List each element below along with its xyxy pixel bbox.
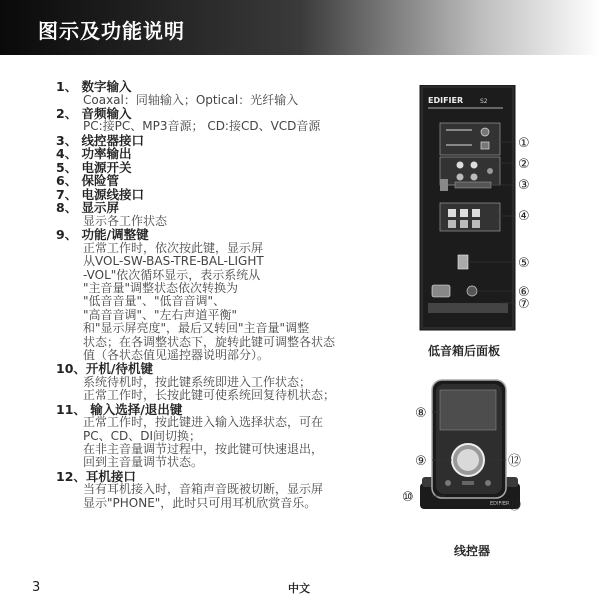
function-item-title: 1、 数字输入: [56, 79, 132, 94]
function-item: [56, 161, 381, 175]
callout-10: ⑩: [402, 490, 414, 505]
callout-2: ②: [518, 157, 530, 172]
callout-7: ⑦: [518, 297, 530, 312]
function-item-description: "主音量"调整状态依次转换为: [83, 280, 239, 295]
illustrations: [400, 85, 600, 585]
callout-9: ⑨: [415, 454, 427, 469]
function-item-description: "高音音调"、"左右声道平衡": [83, 307, 238, 322]
rear-panel-brand: EDIFIER: [428, 96, 464, 105]
callout-6: ⑥: [518, 285, 530, 300]
function-item: [56, 80, 381, 107]
function-item-description: 显示各工作状态: [83, 213, 168, 228]
function-item-description: 显示"PHONE"，此时只可用耳机欣赏音乐。: [83, 495, 317, 510]
function-item-title: 6、 保险管: [56, 173, 120, 189]
function-item-title: 3、 线控器接口: [56, 132, 145, 148]
function-item-title: 8、 显示屏: [56, 200, 120, 216]
function-item: [56, 403, 381, 470]
function-item: [56, 147, 381, 161]
function-item-title: 7、 电源线接口: [56, 186, 145, 202]
function-item-description: 正常工作时，按此键进入输入选择状态，可在: [83, 415, 324, 430]
function-item-description: PC:接PC、MP3音源； CD:接CD、VCD音源: [83, 119, 321, 134]
callout-4: ④: [518, 209, 530, 224]
function-item-description: 在非主音量调节过程中，按此键可快速退出，: [83, 442, 324, 456]
page-header: [0, 0, 600, 55]
function-item: [56, 107, 381, 134]
page-number: 3: [32, 580, 41, 595]
function-item-description: -VOL"依次循环显示，表示系统从: [83, 267, 261, 282]
function-item: [56, 228, 381, 362]
function-item-description: 当有耳机接入时，音箱声音既被切断，显示屏: [83, 482, 324, 497]
function-item-title: 4、 功率输出: [56, 146, 132, 162]
function-item-title: 5、 电源开关: [56, 159, 132, 175]
function-list: [56, 80, 381, 510]
function-item-description: PC、CD、DI间切换；: [83, 428, 202, 443]
function-item-description: 回到主音量调节状态。: [83, 455, 204, 470]
function-item-title: 11、 输入选择/退出键: [56, 401, 183, 417]
function-item: [56, 201, 381, 228]
function-item: [56, 174, 381, 188]
callout-3: ③: [518, 178, 530, 193]
function-item-title: 12、耳机接口: [56, 468, 136, 484]
rear-panel-caption: 低音箱后面板: [428, 344, 501, 358]
callout-12: ⑫: [508, 454, 522, 469]
function-item: [56, 362, 381, 402]
callout-1: ①: [518, 136, 530, 151]
function-item-description: 正常工作时，长按此键可使系统回复待机状态；: [83, 388, 336, 403]
function-item-description: 值（各状态值见遥控器说明部分）。: [83, 347, 270, 362]
function-item-title: 2、 音频输入: [56, 105, 132, 121]
controller-brand: EDIFIER: [490, 501, 510, 507]
function-item-description: 和"显示屏亮度"，最后又转回"主音量"调整: [83, 321, 310, 336]
callout-8: ⑧: [415, 406, 427, 421]
function-item-description: 状态；在各调整状态下，旋转此键可调整各状态: [83, 334, 336, 349]
function-item-description: "低音音量"、"低音音调"、: [83, 294, 226, 309]
illustration-canvas: [400, 85, 600, 585]
callout-11: ⑪: [508, 498, 522, 513]
function-item-description: 系统待机时，按此键系统即进入工作状态；: [83, 374, 312, 389]
page-title: 图示及功能说明: [38, 19, 185, 43]
language-label: 中文: [288, 582, 310, 595]
rear-panel-illustration: [420, 85, 530, 330]
function-item-description: 正常工作时，依次按此键，显示屏: [83, 240, 264, 255]
controller-caption: 线控器: [454, 544, 491, 558]
function-item-description: Coaxal：同轴输入；Optical：光纤输入: [83, 92, 299, 107]
controller-illustration: [402, 380, 521, 513]
function-item: [56, 470, 381, 510]
function-item: [56, 188, 381, 202]
function-item-title: 9、 功能/调整键: [56, 227, 149, 243]
function-item-title: 10、开机/待机键: [56, 361, 153, 377]
function-item: [56, 134, 381, 148]
callout-5: ⑤: [518, 256, 530, 271]
rear-panel-model: S2: [480, 98, 488, 105]
function-item-description: 从VOL-SW-BAS-TRE-BAL-LIGHT: [83, 254, 264, 269]
